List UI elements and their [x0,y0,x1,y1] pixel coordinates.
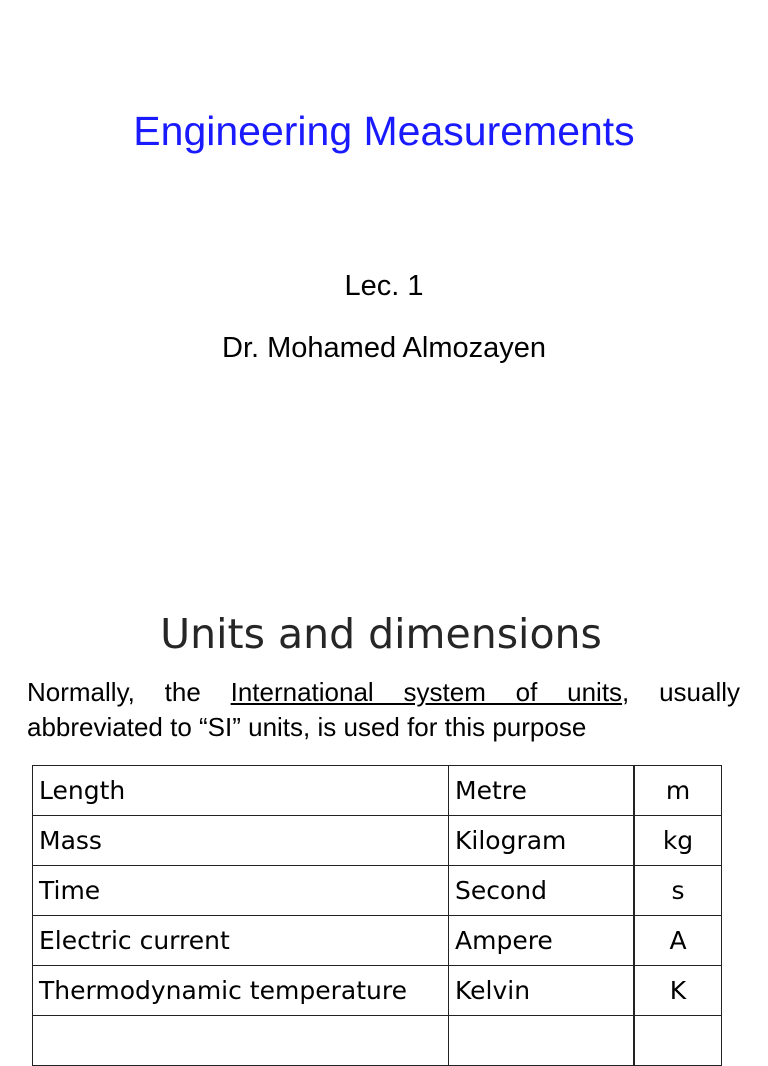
symbol-cell: m [634,766,722,816]
quantity-cell: Mass [33,816,449,866]
symbol-cell: kg [634,816,722,866]
quantity-cell: Length [33,766,449,816]
quantity-cell: Thermodynamic temperature [33,966,449,1016]
table-row [33,1016,722,1066]
table-row [33,916,722,966]
slide-title: Engineering Measurements [133,108,635,154]
unit-cell: Kelvin [449,966,635,1016]
author-name: Dr. Mohamed Almozayen [222,332,546,364]
section-heading: Units and dimensions [160,610,602,658]
unit-cell: Second [449,866,635,916]
symbol-cell [634,1016,722,1066]
unit-cell [449,1016,635,1066]
table-row [33,766,722,816]
quantity-cell: Time [33,866,449,916]
unit-cell: Kilogram [449,816,635,866]
table-row [33,866,722,916]
symbol-cell: K [634,966,722,1016]
table-row [33,966,722,1016]
quantity-cell: Electric current [33,916,449,966]
unit-cell: Ampere [449,916,635,966]
paragraph-text-after: , usually abbreviated to “SI” units, is used for this purpose [27,677,740,742]
quantity-cell [33,1016,449,1066]
symbol-cell: s [634,866,722,916]
units-slide [0,575,768,1024]
si-units-table [32,765,722,1066]
lecture-number: Lec. 1 [344,270,424,302]
symbol-cell: A [634,916,722,966]
si-units-underlined: International system of units [230,677,623,707]
table-row [33,816,722,866]
paragraph-text-before: Normally, the [27,677,231,707]
unit-cell: Metre [449,766,635,816]
intro-paragraph [27,675,740,745]
